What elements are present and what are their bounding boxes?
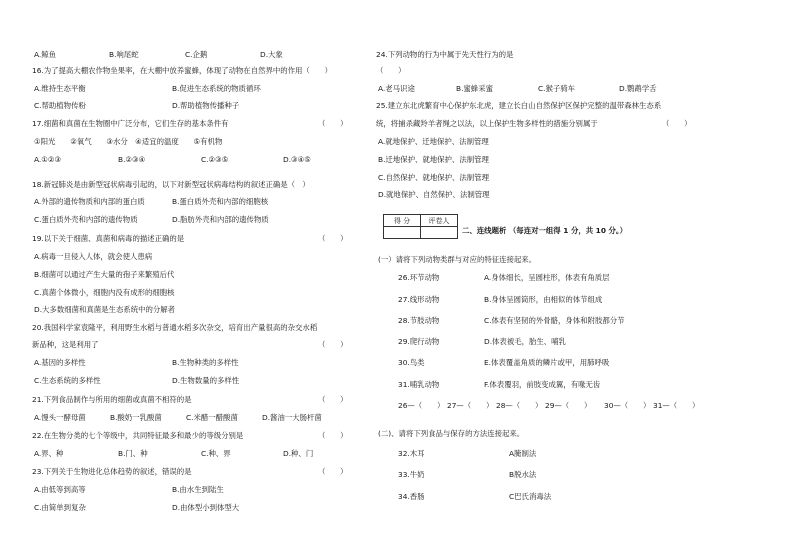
q17-items: ①阳光 ②氧气 ③水分 ④适宜的温度 ⑤有机物 xyxy=(34,137,223,146)
q19-answer-paren[interactable]: （ ） xyxy=(318,234,348,243)
q15-option-a[interactable]: A.鲸鱼 xyxy=(34,50,57,59)
answer-27[interactable]: 27—（ ） xyxy=(447,401,494,410)
q21-option-d[interactable]: D.酱油一大肠杆菌 xyxy=(262,413,322,422)
part1-left-27[interactable]: 27.线形动物 xyxy=(398,295,440,304)
part2-right-c[interactable]: C巴氏消毒法 xyxy=(509,492,552,501)
q19-option-a[interactable]: A.病毒一旦侵入人体，就会使人患病 xyxy=(34,252,153,261)
q20-answer-paren[interactable]: （ ） xyxy=(318,340,348,349)
part2-right-a[interactable]: A腌制法 xyxy=(509,449,537,458)
q17-option-d[interactable]: D.③④⑤ xyxy=(283,155,311,164)
q25-option-a[interactable]: A.就地保护、迁地保护、法制管理 xyxy=(378,137,489,146)
q22-option-b[interactable]: B.门、种 xyxy=(118,449,148,458)
part1-left-29[interactable]: 29.爬行动物 xyxy=(398,337,440,346)
q25-option-b[interactable]: B.迁地保护、就地保护、法制管理 xyxy=(378,155,489,164)
q20-option-b[interactable]: B.生物种类的多样性 xyxy=(172,358,239,367)
answer-26[interactable]: 26—（ ） xyxy=(398,401,445,410)
part1-right-d[interactable]: D.体表被毛，胎生、哺乳 xyxy=(484,337,566,346)
part2-left-34[interactable]: 34.香肠 xyxy=(398,492,425,501)
q20-option-a[interactable]: A.基因的多样性 xyxy=(34,358,86,367)
section-2-heading: 二、连线题析 （每连对一组得 1 分，共 10 分。） xyxy=(462,226,628,235)
part2-right-b[interactable]: B脱水法 xyxy=(509,470,537,479)
q15-option-c[interactable]: C.企鹅 xyxy=(185,50,208,59)
q25-stem-line2: 统，将捕杀藏羚羊者绳之以法，以上保护生物多样性的措施分别属于 xyxy=(376,119,598,128)
q15-option-d[interactable]: D.大象 xyxy=(260,50,283,59)
q18-stem: 18.新冠肺炎是由新型冠状病毒引起的，以下对新型冠状病毒结构的叙述正确是（ ） xyxy=(32,180,310,189)
q18-option-b[interactable]: B.蛋白质外壳和内部的细胞核 xyxy=(172,197,269,206)
part1-left-31[interactable]: 31.哺乳动物 xyxy=(398,380,440,389)
q15-option-b[interactable]: B.响尾蛇 xyxy=(109,50,139,59)
part1-right-b[interactable]: B.身体呈圆筒形，由相似的体节组成 xyxy=(484,295,603,304)
q17-option-c[interactable]: C.②③⑤ xyxy=(201,155,229,164)
part2-title: (二)、请将下列食品与保存的方法连接起来。 xyxy=(378,429,525,438)
q22-option-d[interactable]: D.种、门 xyxy=(283,449,314,458)
q21-answer-paren[interactable]: （ ） xyxy=(318,395,348,404)
q23-option-d[interactable]: D.由体型小到体型大 xyxy=(172,503,240,512)
q22-option-c[interactable]: C.种、界 xyxy=(201,449,231,458)
q20-option-c[interactable]: C.生态系统的多样性 xyxy=(34,376,101,385)
q19-option-c[interactable]: C.真菌个体微小，细胞内没有成形的细胞核 xyxy=(34,288,175,297)
part1-right-f[interactable]: F.体表覆羽，前肢变成翼，有喙无齿 xyxy=(484,380,601,389)
part1-left-30[interactable]: 30.鸟类 xyxy=(398,358,425,367)
part1-right-c[interactable]: C.体表有坚韧的外骨骼，身体和附肢都分节 xyxy=(484,316,625,325)
q16-option-d[interactable]: D.帮助植物传播种子 xyxy=(172,101,240,110)
q18-option-c[interactable]: C.蛋白质外壳和内部的遗传物质 xyxy=(34,215,138,224)
q16-stem: 16.为了提高大棚农作物坐果率，在大棚中放养蜜蜂，体现了动物在自然界中的作用（ ） xyxy=(32,66,332,75)
part1-right-a[interactable]: A.身体细长，呈圆柱形，体表有角质层 xyxy=(484,273,610,282)
q20-stem-line2: 新品种，这是利用了 xyxy=(32,340,99,349)
q19-option-b[interactable]: B.细菌可以通过产生大量的孢子来繁殖后代 xyxy=(34,270,175,279)
q23-option-a[interactable]: A.由低等到高等 xyxy=(34,485,86,494)
q24-option-d[interactable]: D.鹦鹉学舌 xyxy=(619,84,657,93)
q20-option-d[interactable]: D.生物数量的多样性 xyxy=(172,376,240,385)
q16-option-b[interactable]: B.促进生态系统的物质循环 xyxy=(172,84,261,93)
q16-option-a[interactable]: A.维持生态平衡 xyxy=(34,84,86,93)
q22-answer-paren[interactable]: （ ） xyxy=(318,431,348,440)
q21-option-c[interactable]: C.米醋一醋酸菌 xyxy=(186,413,238,422)
score-header: 得 分 xyxy=(384,215,421,227)
q24-option-a[interactable]: A.老马识途 xyxy=(378,84,415,93)
part2-left-32[interactable]: 32.木耳 xyxy=(398,449,425,458)
score-cell[interactable] xyxy=(384,227,421,239)
grader-header: 评卷人 xyxy=(421,215,458,227)
q25-stem: 25.建立东北虎繁育中心保护东北虎，建立长白山自然保护区保护完整的温带森林生态系 xyxy=(376,101,662,110)
q20-stem: 20.我国科学家袁隆平，利用野生水稻与普通水稻多次杂交，培育出产量很高的杂交水稻 xyxy=(32,323,318,332)
part1-left-26[interactable]: 26.环节动物 xyxy=(398,273,440,282)
q19-option-d[interactable]: D.大多数细菌和真菌是生态系统中的分解者 xyxy=(34,305,176,314)
q21-option-b[interactable]: B.酸奶一乳酸菌 xyxy=(110,413,162,422)
q22-option-a[interactable]: A.界、种 xyxy=(34,449,64,458)
q16-option-c[interactable]: C.帮助植物传粉 xyxy=(34,101,86,110)
part2-left-33[interactable]: 33.牛奶 xyxy=(398,470,425,479)
answer-31[interactable]: 31—（ ） xyxy=(653,401,700,410)
q25-option-c[interactable]: C.自然保护、就地保护、法制管理 xyxy=(378,173,489,182)
q19-stem: 19.以下关于细菌、真菌和病毒的描述正确的是 xyxy=(32,234,185,243)
q17-option-b[interactable]: B.②③④ xyxy=(118,155,146,164)
q24-stem: 24.下列动物的行为中属于先天性行为的是 xyxy=(376,50,514,59)
part1-right-e[interactable]: E.体表覆盖角质的鳞片或甲，用肺呼吸 xyxy=(484,358,610,367)
q24-option-b[interactable]: B.蜜蜂采蜜 xyxy=(456,84,493,93)
score-table xyxy=(383,214,458,239)
q21-option-a[interactable]: A.馒头一酵母菌 xyxy=(34,413,86,422)
answer-30[interactable]: 30—（ ） xyxy=(604,401,651,410)
part1-left-28[interactable]: 28.节肢动物 xyxy=(398,316,440,325)
q23-answer-paren[interactable]: （ ） xyxy=(318,467,348,476)
q21-stem: 21.下列食品制作与所用的细菌或真菌不相符的是 xyxy=(32,395,192,404)
q25-option-d[interactable]: D.就地保护、自然保护、法制管理 xyxy=(378,190,490,199)
q17-answer-paren[interactable]: （ ） xyxy=(318,119,348,128)
q18-option-a[interactable]: A.外部的遗传物质和内部的蛋白质 xyxy=(34,197,145,206)
answer-29[interactable]: 29—（ ） xyxy=(545,401,592,410)
q18-option-d[interactable]: D.脂肪外壳和内部的遗传物质 xyxy=(172,215,269,224)
q17-stem: 17.细菌和真菌在生物圈中广泛分布，它们生存的基本条件有 xyxy=(32,119,229,128)
q24-option-c[interactable]: C.猴子骑车 xyxy=(538,84,576,93)
q24-answer-paren[interactable]: （ ） xyxy=(376,66,406,75)
q23-stem: 23.下列关于生物进化总体趋势的叙述，错误的是 xyxy=(32,467,192,476)
q23-option-c[interactable]: C.由简单到复杂 xyxy=(34,503,86,512)
part1-title: (一）请将下列动物类群与对应的特征连接起来。 xyxy=(378,255,537,264)
q22-stem: 22.在生物分类的七个等级中，共同特征最多和最少的等级分别是 xyxy=(32,431,244,440)
q17-option-a[interactable]: A.①②③ xyxy=(34,155,62,164)
q25-answer-paren[interactable]: （ ） xyxy=(662,119,692,128)
q23-option-b[interactable]: B.由水生到陆生 xyxy=(172,485,224,494)
answer-28[interactable]: 28—（ ） xyxy=(496,401,543,410)
grader-cell[interactable] xyxy=(421,227,458,239)
